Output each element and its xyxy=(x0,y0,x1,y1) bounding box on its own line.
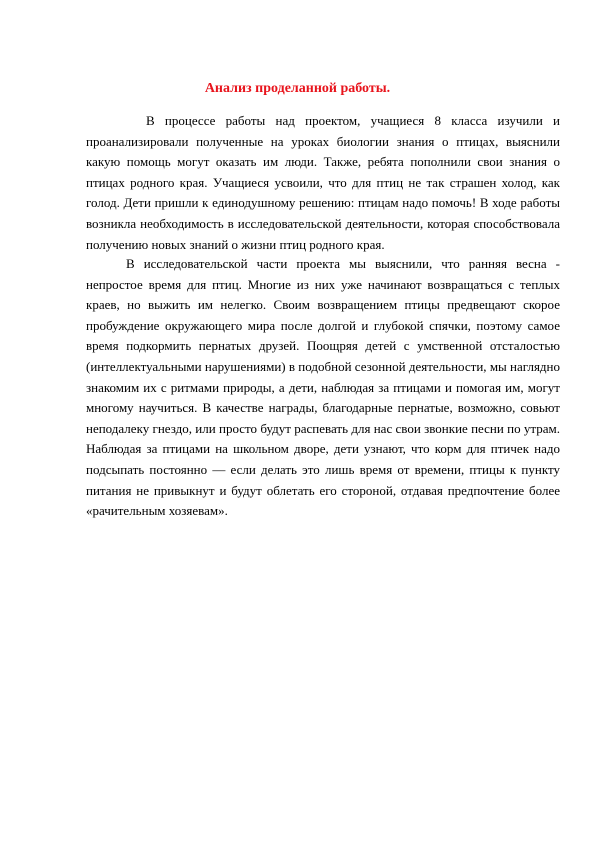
document-title: Анализ проделанной работы. xyxy=(204,81,391,96)
paragraph-2: В исследовательской части проекта мы выяснили, что ранняя весна - непростое время для птиц. Многие из них уже начинают возвращаться с теплых краев, но выжить им нелегко. Своим возвращением птицы предвещают скорое пробуждение окружающего мира после долгой и глубокой спячки, поэтому самое время подкормить пернатых друзей. Поощряя детей с умственной отсталостью (интеллектуальными нарушениями) в подобной сезонной деятельности, мы наглядно знакомим их с ритмами природы, а дети, наблюдая за птицами и помогая им, могут многому научиться. В качестве награды, благодарные пернатые, возможно, совьют неподалеку гнездо, или просто будут распевать для нас свои звонкие песни по утрам. Наблюдая за птицами на школьном дворе, дети узнают, что корм для птичек надо подсыпать постоянно — если делать это лишь время от времени, птицы к пункту питания не привыкнут и будут облетать его стороной, отдавая предпочтение более «рачительным хозяевам». xyxy=(86,256,560,519)
paragraph-1: В процессе работы над проектом, учащиеся 8 класса изучили и проанализировали полученные на уроках биологии знания о птицах, выяснили какую помощь могут оказать им люди. Также, ребята пополнили свои знания о птицах родного края. Учащиеся усвоили, что для птиц не так страшен холод, как голод. Дети пришли к единодушному решению: птицам надо помочь! В ходе работы возникла необходимость в исследовательской деятельности, которая способствовала получению новых знаний о жизни птиц родного края. xyxy=(86,113,560,252)
